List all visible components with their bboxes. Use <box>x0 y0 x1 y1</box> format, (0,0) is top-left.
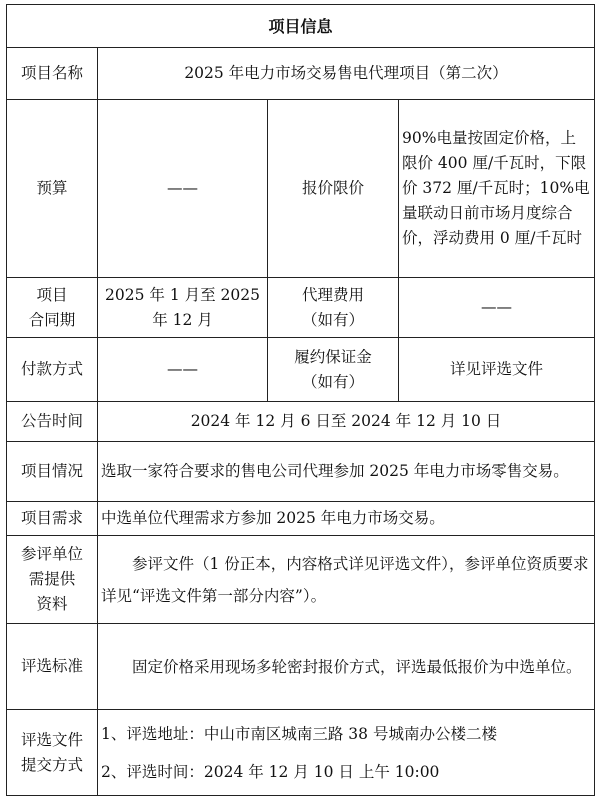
submission-address: 1、评选地址：中山市南区城南三路 38 号城南办公楼二楼 <box>101 724 497 743</box>
project-info-table <box>6 4 595 796</box>
agency-fee-value: —— <box>399 278 595 338</box>
payment-method-label: 付款方式 <box>7 338 98 402</box>
announcement-time-label: 公告时间 <box>7 402 98 442</box>
project-situation-label: 项目情况 <box>7 442 98 502</box>
table-title: 项目信息 <box>7 5 595 48</box>
required-materials-label-line1: 参评单位 <box>20 545 83 563</box>
performance-bond-label <box>268 338 399 402</box>
contract-period-label <box>7 278 98 338</box>
project-name-value: 2025 年电力市场交易售电代理项目（第二次） <box>98 48 595 100</box>
agency-fee-label-line1: 代理费用 <box>301 285 364 304</box>
price-limit-value: 90%电量按固定价格，上限价 400 厘/千瓦时，下限价 372 厘/千瓦时；10%电量联动日前市场月度综合价，浮动费用 0 厘/千瓦时 <box>399 100 595 278</box>
announcement-time-value: 2024 年 12 月 6 日至 2024 年 12 月 10 日 <box>98 402 595 442</box>
budget-value: —— <box>98 100 268 278</box>
performance-bond-value: 详见评选文件 <box>399 338 595 402</box>
submission-method-value <box>98 710 595 796</box>
payment-method-value: —— <box>98 338 268 402</box>
contract-period-label-line1: 项目 <box>36 285 68 304</box>
required-materials-label-line3: 资料 <box>36 595 68 613</box>
agency-fee-label <box>268 278 399 338</box>
agency-fee-label-line2: （如有） <box>301 310 364 329</box>
project-name-label: 项目名称 <box>7 48 98 100</box>
price-limit-label: 报价限价 <box>268 100 399 278</box>
submission-method-label <box>7 710 98 796</box>
performance-bond-label-line2: （如有） <box>301 372 364 391</box>
submission-time: 2、评选时间：2024 年 12 月 10 日 上午 10:00 <box>101 762 440 781</box>
submission-method-label-line1: 评选文件 <box>20 730 83 749</box>
contract-period-value: 2025 年 1 月至 2025 年 12 月 <box>98 278 268 338</box>
project-situation-value: 选取一家符合要求的售电公司代理参加 2025 年电力市场零售交易。 <box>98 442 595 502</box>
project-demand-value: 中选单位代理需求方参加 2025 年电力市场交易。 <box>98 502 595 536</box>
required-materials-label-line2: 需提供 <box>28 570 76 588</box>
budget-label: 预算 <box>7 100 98 278</box>
selection-criteria-value: 固定价格采用现场多轮密封报价方式，评选最低报价为中选单位。 <box>98 624 595 710</box>
project-demand-label: 项目需求 <box>7 502 98 536</box>
required-materials-label <box>7 536 98 624</box>
contract-period-label-line2: 合同期 <box>28 310 76 329</box>
required-materials-value: 参评文件（1 份正本，内容格式详见评选文件），参评单位资质要求详见“评选文件第一部分内容”）。 <box>98 536 595 624</box>
submission-method-label-line2: 提交方式 <box>20 755 83 774</box>
selection-criteria-label: 评选标准 <box>7 624 98 710</box>
performance-bond-label-line1: 履约保证金 <box>294 347 372 366</box>
